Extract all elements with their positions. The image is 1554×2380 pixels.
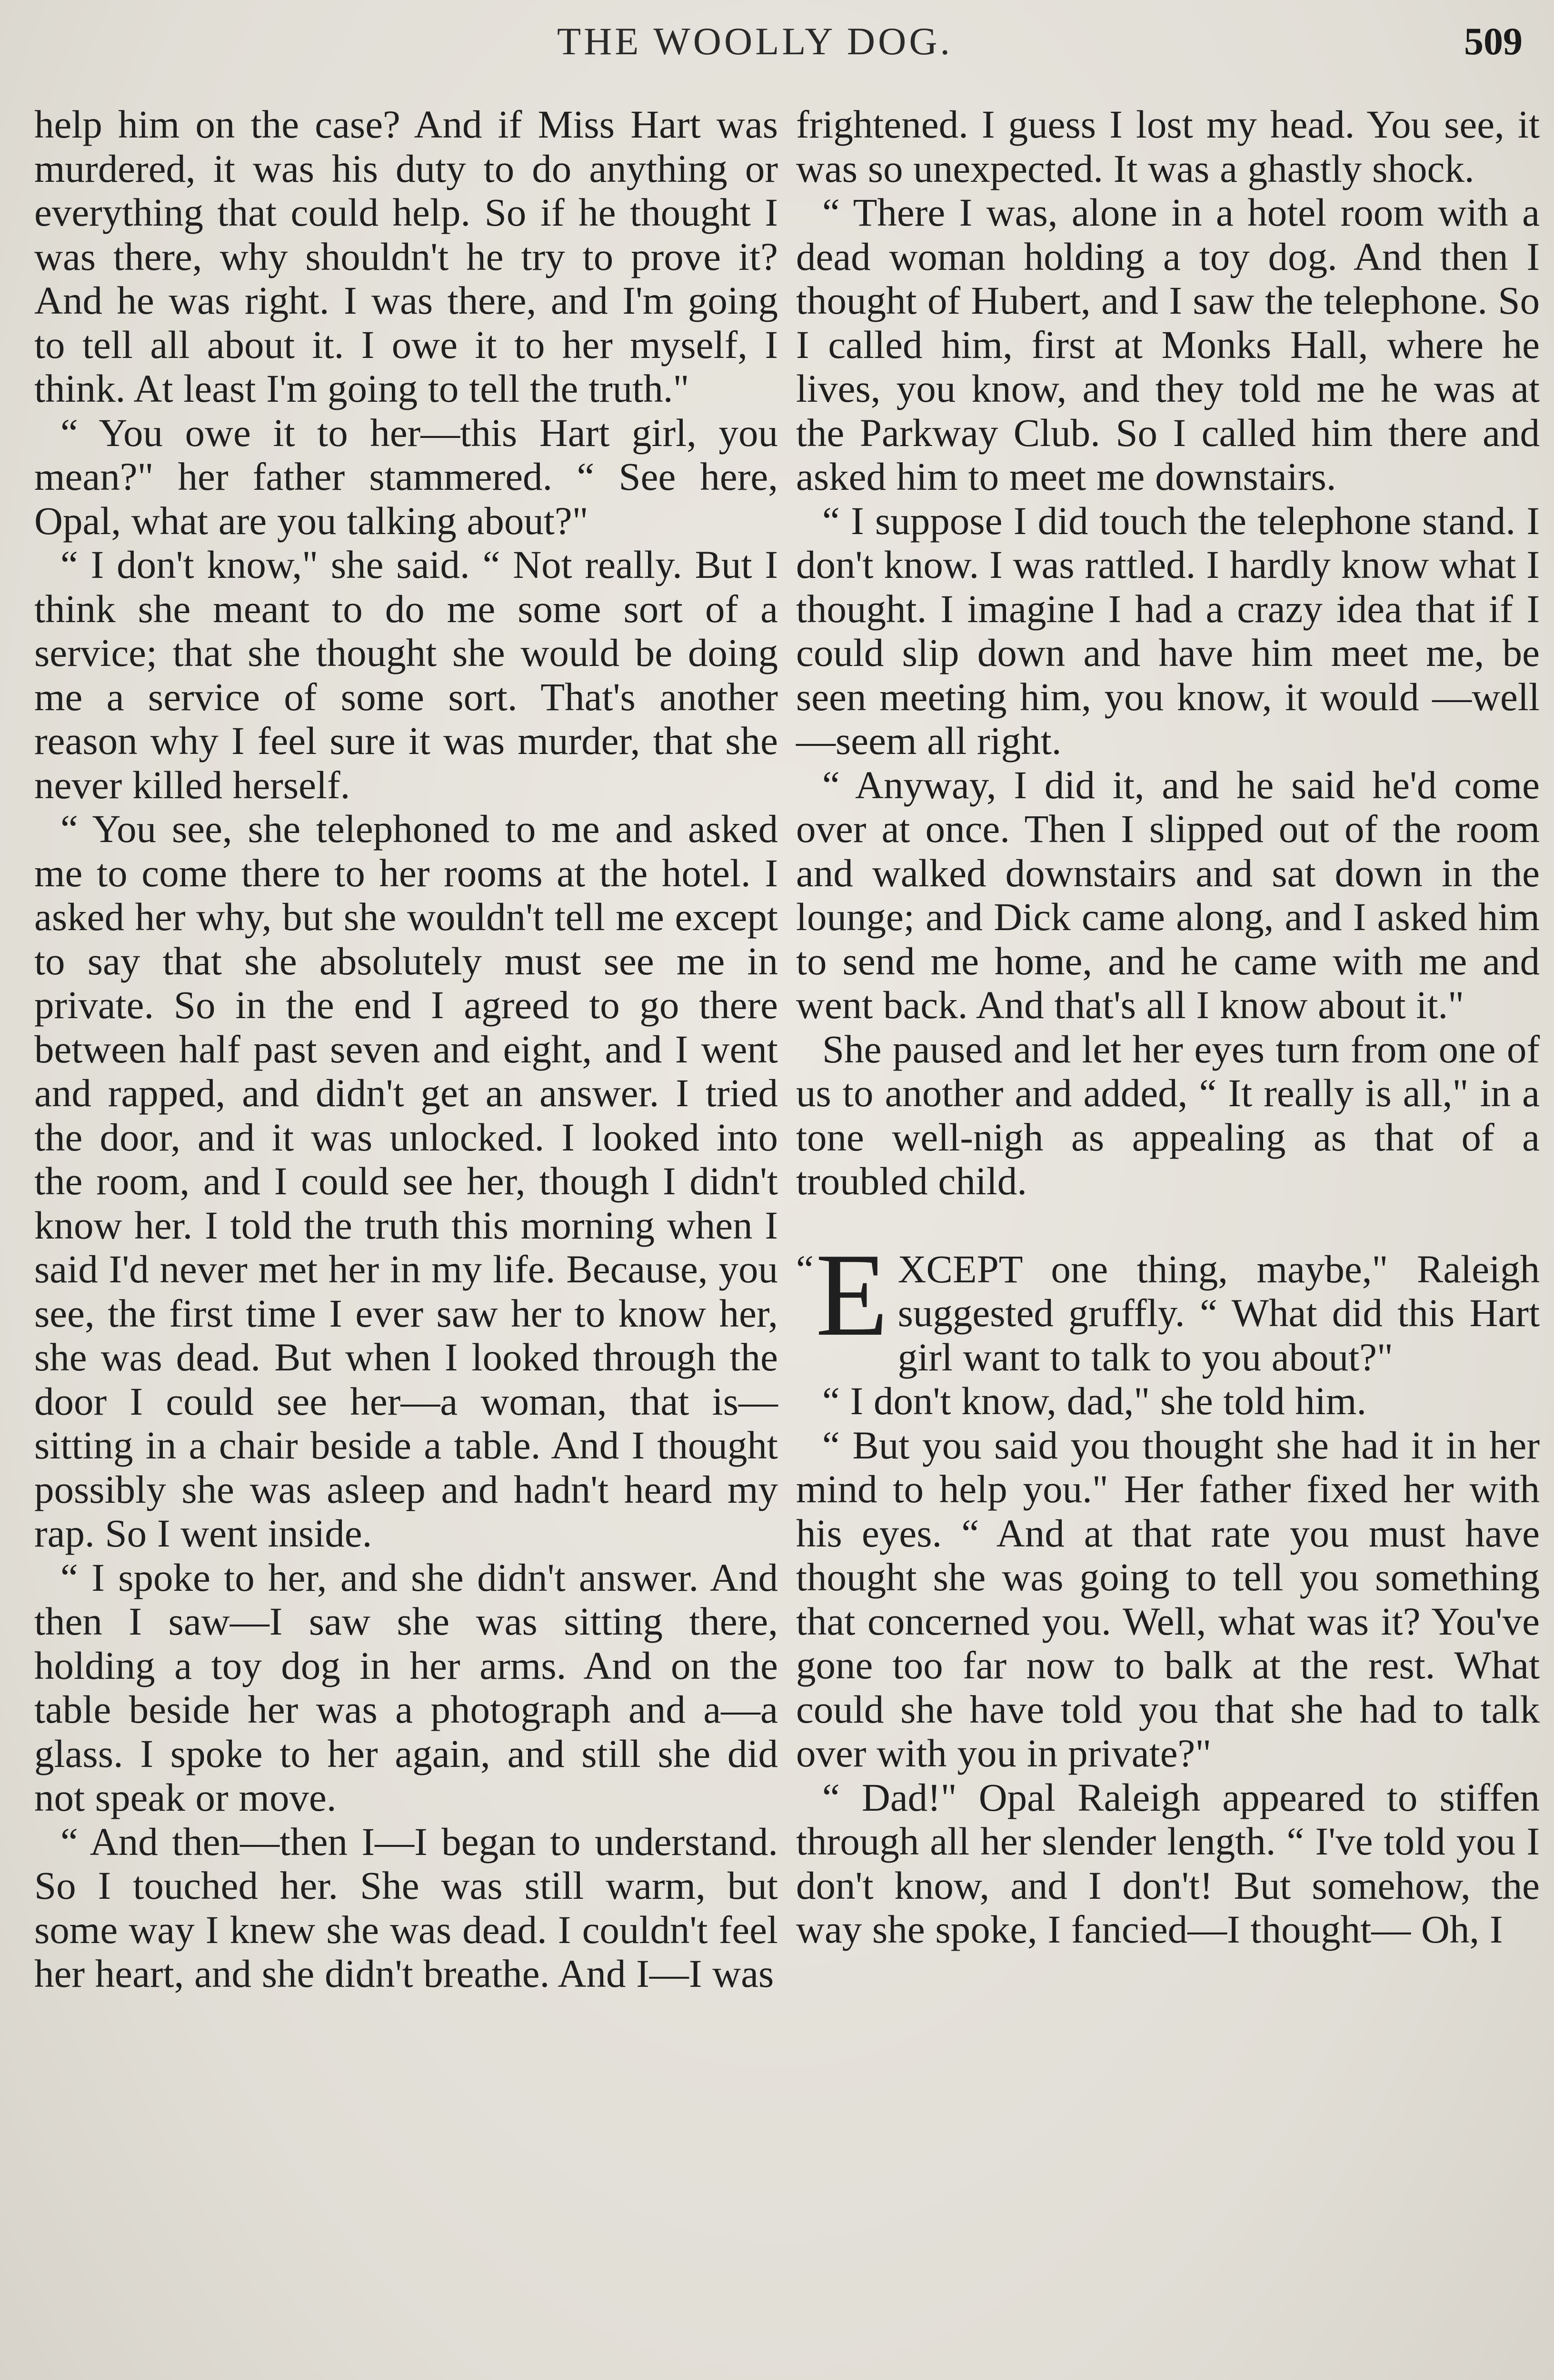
paragraph: “ Anyway, I did it, and he said he'd come over at once. Then I slipped out of the room and walked downstairs and sat down in the lounge; and Dick came along, and I asked him to send me home, and he came with me and went back. And that's all I know about it." bbox=[796, 763, 1540, 1027]
page-number: 509 bbox=[1464, 20, 1523, 63]
dropcap-paragraph-text: XCEPT one thing, maybe," Raleigh suggested gruffly. “ What did this Hart girl want to talk to you about?" bbox=[897, 1247, 1540, 1379]
running-head: THE WOOLLY DOG. bbox=[557, 20, 953, 63]
dropcap-paragraph bbox=[796, 1229, 1540, 1379]
paragraph: She paused and let her eyes turn from one of us to another and added, “ It really is all," in a tone well-nigh as appealing as that of a troubled child. bbox=[796, 1027, 1540, 1203]
opening-quote: “ bbox=[796, 1247, 814, 1291]
left-column bbox=[34, 102, 778, 1996]
paragraph: “ You see, she telephoned to me and asked me to come there to her rooms at the hotel. I asked her why, but she wouldn't tell me except to say that she absolutely must see me in private. So in the end I agreed to go there between half past seven and eight, and I went and rapped, and didn't get an answer. I tried the door, and it was unlocked. I looked into the room, and I could see her, though I didn't know her. I told the truth this morning when I said I'd never met her in my life. Because, you see, the first time I ever saw her to know her, she was dead. But when I looked through the door I could see her—a woman, that is—sitting in a chair beside a table. And I thought possibly she was asleep and hadn't heard my rap. So I went inside. bbox=[34, 807, 778, 1555]
right-column bbox=[796, 102, 1540, 1952]
paragraph: “ I don't know, dad," she told him. bbox=[822, 1379, 1367, 1423]
paragraph: “ There I was, alone in a hotel room with a dead woman holding a toy dog. And then I thought of Hubert, and I saw the telephone. So I called him, first at Monks Hall, where he lives, you know, and they told me he was at the Parkway Club. So I called him there and asked him to meet me downstairs. bbox=[796, 190, 1540, 498]
drop-cap: E bbox=[815, 1229, 888, 1361]
paragraph: “ But you said you thought she had it in her mind to help you." Her father fixed her with his eyes. “ And at that rate you must have thought she was going to tell you something that concerned you. Well, what was it? You've gone too far now to balk at the rest. What could she have told you that she had to talk over with you in private?" bbox=[796, 1423, 1540, 1775]
paragraph: “ You owe it to her—this Hart girl, you mean?" her father stammered. “ See here, Opal, what are you talking about?" bbox=[34, 410, 778, 543]
paragraph: “ Dad!" Opal Raleigh appeared to stiffen through all her slender length. “ I've told you I don't know, and I don't! But somehow, the way she spoke, I fancied—I thought— Oh, I bbox=[796, 1775, 1540, 1951]
paragraph: frightened. I guess I lost my head. You see, it was so unexpected. It was a ghastly shock. bbox=[796, 102, 1540, 190]
paragraph: “ I suppose I did touch the telephone stand. I don't know. I was rattled. I hardly know what I thought. I imagine I had a crazy idea that if I could slip down and have him meet me, be seen meeting him, you know, it would —well—seem all right. bbox=[796, 498, 1540, 763]
paragraph: “ I don't know," she said. “ Not really. But I think she meant to do me some sort of a service; that she thought she would be doing me a service of some sort. That's another reason why I feel sure it was murder, that she never killed herself. bbox=[34, 543, 778, 807]
paragraph: help him on the case? And if Miss Hart was murdered, it was his duty to do anything or everything that could help. So if he thought I was there, why shouldn't he try to prove it? And he was right. I was there, and I'm going to tell all about it. I owe it to her myself, I think. At least I'm going to tell the truth." bbox=[34, 102, 778, 410]
paragraph: “ I spoke to her, and she didn't answer. And then I saw—I saw she was sitting there, holding a toy dog in her arms. And on the table beside her was a photograph and a—a glass. I spoke to her again, and still she did not speak or move. bbox=[34, 1555, 778, 1819]
paragraph: “ And then—then I—I began to understand. So I touched her. She was still warm, but some way I knew she was dead. I couldn't feel her heart, and she didn't breathe. And I—I was bbox=[34, 1819, 778, 1995]
